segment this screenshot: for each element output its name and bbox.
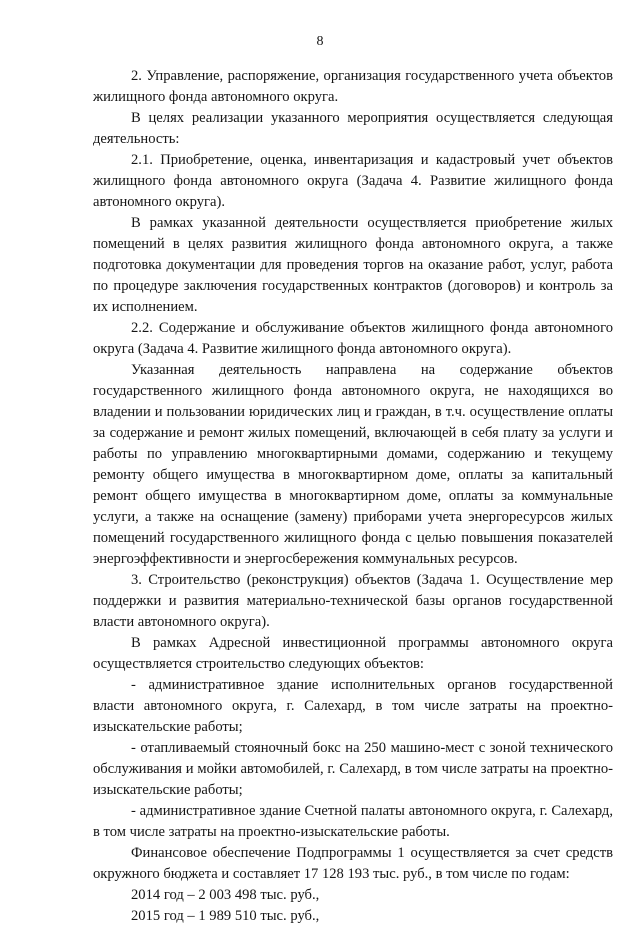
funding-year-2015: 2015 год – 1 989 510 тыс. руб., xyxy=(131,908,320,924)
list-item-admin-building: - административное здание исполнительных органов государственной власти автономного округа, г. Салехард, в том числе затраты на проектно-изыскательские работы; xyxy=(93,677,613,735)
page-number: 8 xyxy=(316,34,324,49)
paragraph-item-2-1: 2.1. Приобретение, оценка, инвентаризация и кадастровый учет объектов жилищного фонда автономного округа (Задача 4. Развитие жилищного фонда автономного округа). xyxy=(93,152,613,210)
funding-year-2014: 2014 год – 2 003 498 тыс. руб., xyxy=(131,887,320,903)
list-item-parking-box: - отапливаемый стояночный бокс на 250 машино-мест с зоной технического обслуживания и мойки автомобилей, г. Салехард, в том числе затраты на проектно-изыскательские работы; xyxy=(93,740,613,798)
document-body xyxy=(93,66,613,927)
list-item-audit-chamber-building: - административное здание Счетной палаты автономного округа, г. Салехард, в том числе затраты на проектно-изыскательские работы. xyxy=(93,803,613,840)
paragraph-activity-intro: В целях реализации указанного мероприятия осуществляется следующая деятельность: xyxy=(93,110,613,147)
paragraph-item-2-2: 2.2. Содержание и обслуживание объектов жилищного фонда автономного округа (Задача 4. Развитие жилищного фонда автономного округа). xyxy=(93,320,613,357)
paragraph-funding: Финансовое обеспечение Подпрограммы 1 осуществляется за счет средств окружного бюджета и составляет 17 128 193 тыс. руб., в том числе по годам: xyxy=(93,845,613,882)
paragraph-section-2-heading: 2. Управление, распоряжение, организация государственного учета объектов жилищного фонда автономного округа. xyxy=(93,68,613,105)
paragraph-section-3-heading: 3. Строительство (реконструкция) объектов (Задача 1. Осуществление мер поддержки и развития материально-технической базы органов государственной власти автономного округа). xyxy=(93,572,613,630)
paragraph-investment-program: В рамках Адресной инвестиционной программы автономного округа осуществляется строительство следующих объектов: xyxy=(93,635,613,672)
paragraph-item-2-1-description: В рамках указанной деятельности осуществляется приобретение жилых помещений в целях развития жилищного фонда автономного округа, а также подготовка документации для проведения торгов на оказание работ, услуг, работа по процедуре заключения государственных контрактов (договоров) и контроль за их исполнением. xyxy=(93,215,613,315)
paragraph-item-2-2-description: Указанная деятельность направлена на содержание объектов государственного жилищного фонда автономного округа, не находящихся во владении и пользовании юридических лиц и граждан, в т.ч. осуществление оплаты за содержание и ремонт жилых помещений, включающей в себя плату за услуги и работы по управлению многоквартирными домами, содержанию и текущему ремонту общего имущества в многоквартирном доме, оплаты за капитальный ремонт общего имущества в многоквартирном доме, оплаты за коммунальные услуги, а также на оснащение (замену) приборами учета энергоресурсов жилых помещений государственного жилищного фонда с целью повышения показателей энергоэффективности и энергосбережения коммунальных ресурсов. xyxy=(93,362,613,567)
